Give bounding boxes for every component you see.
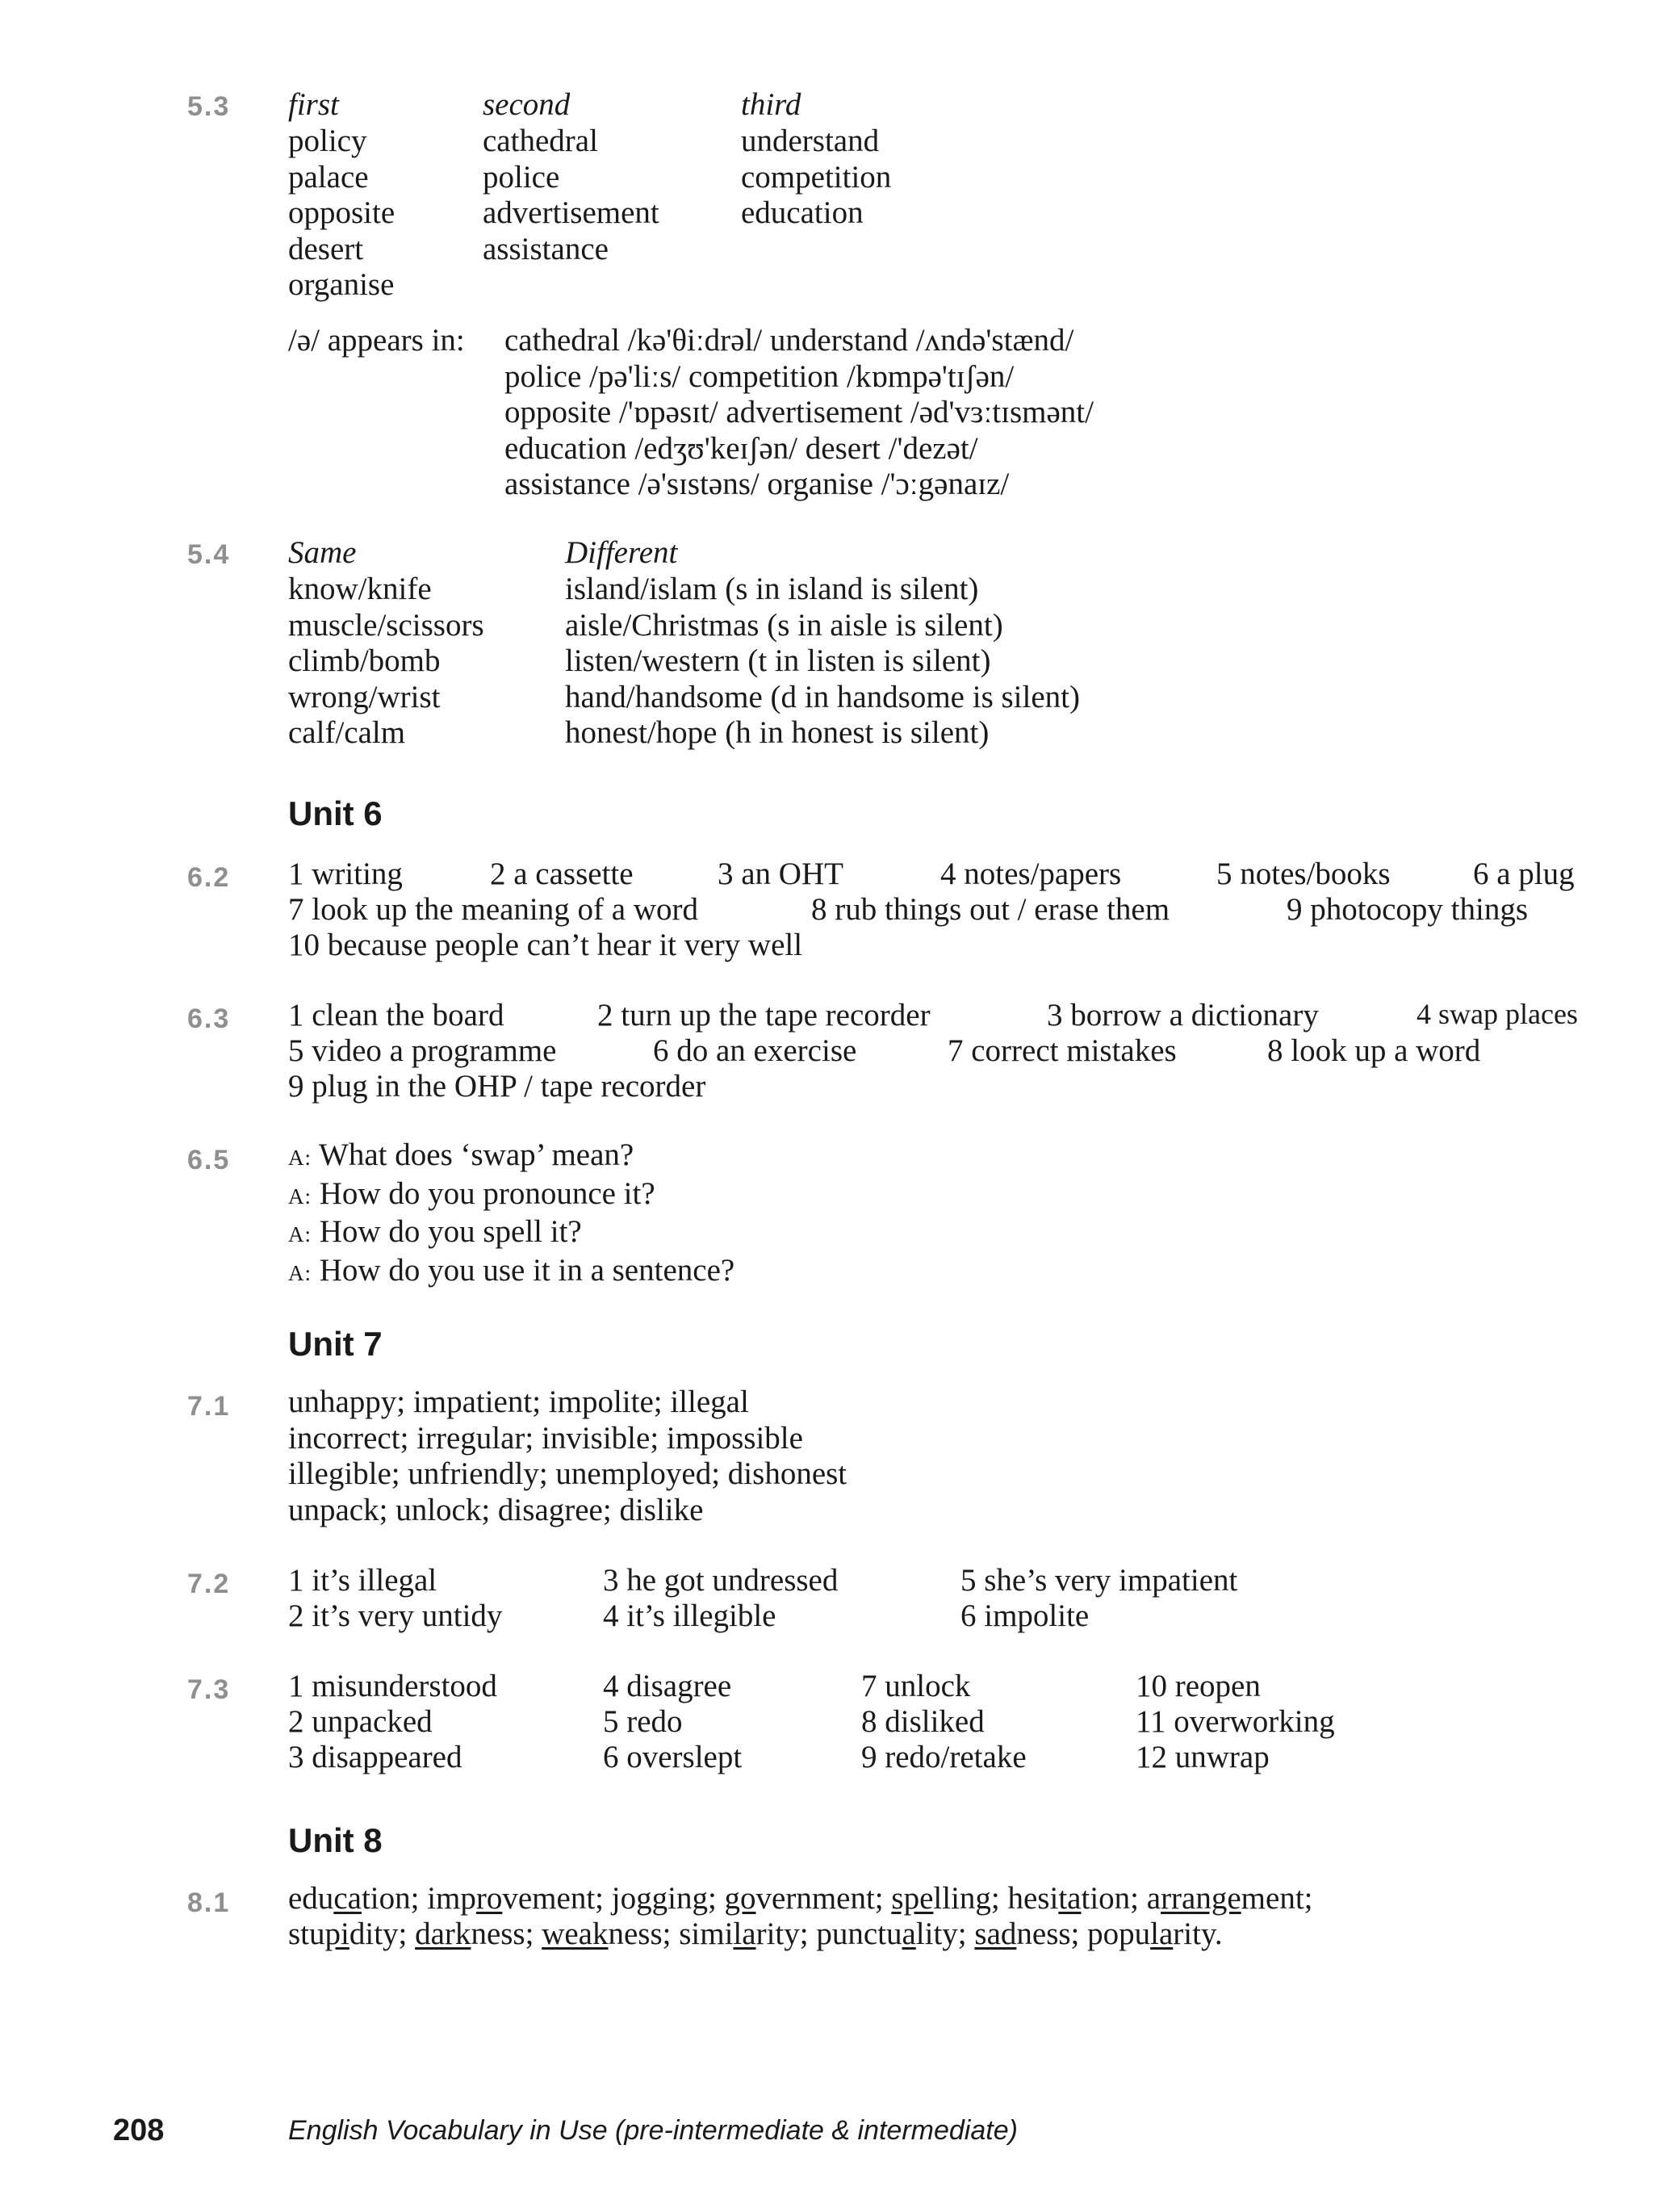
answer-item: 7 unlock — [861, 1669, 971, 1703]
answer-item: 10 because people can’t hear it very well — [288, 928, 803, 962]
column-header-first: first — [288, 87, 339, 122]
answer-item: 1 misunderstood — [288, 1669, 497, 1703]
answer-item: 9 redo/retake — [861, 1740, 1027, 1774]
answers-row — [288, 1598, 1612, 1634]
answer-item: 8 look up a word — [1267, 1033, 1481, 1068]
second-stress-list — [483, 124, 659, 267]
same-list — [288, 572, 484, 752]
word-list-item: organise — [288, 267, 395, 302]
word-list-item: understand — [741, 124, 880, 158]
answer-item: 1 it’s illegal — [288, 1563, 437, 1598]
column-header-second: second — [483, 87, 571, 122]
word-list-item: assistance — [483, 231, 609, 266]
answer-item: 6 a plug — [1473, 857, 1575, 891]
answer-item: 6 overslept — [603, 1740, 743, 1774]
section-number-5-3: 5.3 — [187, 91, 231, 122]
answer-item: 4 swap places — [1417, 998, 1578, 1030]
stress-words-line-2 — [288, 1917, 1223, 1953]
word-list-item: palace — [288, 159, 369, 195]
stress-word: sadness; — [974, 1917, 1080, 1951]
answer-item: 5 she’s very impatient — [960, 1563, 1238, 1598]
word-pair: aisle/Christmas (s in aisle is silent) — [565, 607, 1003, 643]
column-header-third: third — [741, 87, 801, 122]
word-group-line: illegible; unfriendly; unemployed; dishonest — [288, 1456, 847, 1491]
answer-item: 6 impolite — [960, 1598, 1090, 1633]
answers-row — [288, 1068, 1612, 1104]
stress-word: darkness; — [415, 1917, 534, 1951]
answer-item: 6 do an exercise — [653, 1033, 857, 1068]
stress-word: similarity; — [679, 1917, 809, 1951]
answer-item: 8 rub things out / erase them — [811, 892, 1170, 927]
word-list-item: advertisement — [483, 195, 659, 230]
stress-word: education; — [288, 1881, 420, 1916]
section-number-8-1: 8.1 — [187, 1887, 231, 1918]
transcription-line: education /edʒʊ'keɪʃən/ desert /'dezət/ — [504, 430, 978, 466]
different-header: Different — [565, 535, 678, 570]
section-number-7-2: 7.2 — [187, 1569, 231, 1599]
word-pair: wrong/wrist — [288, 679, 441, 714]
word-pair: honest/hope (h in honest is silent) — [565, 715, 990, 750]
answer-item: 7 look up the meaning of a word — [288, 892, 698, 927]
answer-item: 11 overworking — [1136, 1704, 1335, 1739]
answer-item: 10 reopen — [1136, 1669, 1261, 1703]
stress-word: jogging; — [611, 1881, 717, 1916]
word-list-item: police — [483, 159, 560, 195]
answer-item: 3 disappeared — [288, 1740, 462, 1774]
unit-8-heading: Unit 8 — [288, 1821, 383, 1859]
page-number: 208 — [113, 2114, 165, 2147]
stress-words-line-1 — [288, 1881, 1313, 1917]
stress-word: punctuality; — [816, 1917, 967, 1951]
different-list — [565, 572, 1080, 752]
section-number-5-4: 5.4 — [187, 539, 231, 570]
answers-row — [288, 856, 1612, 892]
stress-word: stupidity; — [288, 1917, 408, 1951]
answer-item: 9 plug in the OHP / tape recorder — [288, 1069, 706, 1104]
word-pair: know/knife — [288, 572, 432, 606]
question-line: A: How do you use it in a sentence? — [288, 1252, 735, 1288]
transcription-line: assistance /ə'sɪstəns/ organise /'ɔːgənaɪz/ — [504, 467, 1010, 501]
schwa-transcriptions — [504, 323, 1094, 503]
answer-item: 8 disliked — [861, 1704, 985, 1739]
unit-7-heading: Unit 7 — [288, 1325, 383, 1363]
stress-word: improvement; — [427, 1881, 605, 1916]
word-pair: hand/handsome (d in handsome is silent) — [565, 679, 1080, 714]
prefix-word-list — [288, 1385, 847, 1528]
question-line: A: How do you spell it? — [288, 1214, 582, 1249]
answer-item: 2 it’s very untidy — [288, 1598, 503, 1633]
answers-row — [288, 1562, 1612, 1598]
answer-item: 1 writing — [288, 857, 403, 891]
first-stress-list — [288, 124, 395, 304]
schwa-label: /ə/ appears in: — [288, 323, 465, 358]
word-group-line: incorrect; irregular; invisible; impossible — [288, 1420, 803, 1456]
stress-word: spelling; — [891, 1881, 1000, 1916]
stress-word: government; — [724, 1881, 884, 1916]
book-title: English Vocabulary in Use (pre-intermediate & intermediate) — [288, 2115, 1018, 2146]
word-group-line: unhappy; impatient; impolite; illegal — [288, 1385, 749, 1419]
answer-item: 5 notes/books — [1216, 857, 1391, 891]
answer-item: 9 photocopy things — [1287, 892, 1528, 927]
word-list-item: cathedral — [483, 124, 598, 158]
answers-row — [288, 927, 1612, 963]
word-pair: muscle/scissors — [288, 607, 484, 643]
third-stress-list — [741, 124, 891, 232]
answers-row — [288, 997, 1628, 1033]
question-list — [288, 1137, 734, 1291]
word-list-item: competition — [741, 159, 892, 195]
word-group-line: unpack; unlock; disagree; dislike — [288, 1492, 704, 1527]
answer-item: 3 he got undressed — [603, 1563, 839, 1598]
word-list-item: desert — [288, 231, 364, 266]
same-header: Same — [288, 535, 357, 570]
word-pair: calf/calm — [288, 715, 406, 750]
word-list-item: education — [741, 195, 864, 230]
transcription-line: opposite /'ɒpəsɪt/ advertisement /əd'vɜːtɪsmənt/ — [504, 395, 1094, 429]
answer-item: 1 clean the board — [288, 998, 504, 1033]
stress-word: hesitation; — [1007, 1881, 1139, 1916]
answer-item: 2 turn up the tape recorder — [597, 998, 931, 1033]
answers-row — [288, 1668, 1612, 1704]
word-pair: climb/bomb — [288, 643, 441, 678]
answer-item: 3 borrow a dictionary — [1047, 998, 1319, 1033]
stress-word: weakness; — [542, 1917, 672, 1951]
answer-item: 12 unwrap — [1136, 1740, 1270, 1774]
answers-row — [288, 1739, 1612, 1775]
word-pair: island/islam (s in island is silent) — [565, 572, 979, 606]
answer-item: 7 correct mistakes — [948, 1033, 1177, 1068]
answer-item: 2 unpacked — [288, 1704, 433, 1739]
word-list-item: policy — [288, 124, 367, 158]
answers-row — [288, 1033, 1612, 1069]
answers-row — [288, 891, 1612, 928]
answer-item: 2 a cassette — [490, 857, 634, 891]
answer-item: 3 an OHT — [718, 857, 843, 891]
answers-row — [288, 1703, 1612, 1740]
section-number-6-2: 6.2 — [187, 862, 231, 893]
speaker-label: A: — [288, 1260, 312, 1285]
speaker-label: A: — [288, 1222, 312, 1246]
answer-item: 5 redo — [603, 1704, 683, 1739]
section-number-7-3: 7.3 — [187, 1674, 231, 1705]
unit-6-heading: Unit 6 — [288, 794, 383, 832]
section-number-7-1: 7.1 — [187, 1391, 231, 1422]
word-list-item: opposite — [288, 195, 395, 230]
section-number-6-3: 6.3 — [187, 1003, 231, 1034]
transcription-line: cathedral /kə'θiːdrəl/ understand /ʌndə'stænd/ — [504, 323, 1074, 358]
stress-word: arrangement; — [1146, 1881, 1313, 1916]
answer-item: 5 video a programme — [288, 1033, 557, 1068]
answer-item: 4 disagree — [603, 1669, 732, 1703]
speaker-label: A: — [288, 1146, 312, 1170]
word-pair: listen/western (t in listen is silent) — [565, 643, 991, 678]
question-line: A: How do you pronounce it? — [288, 1175, 655, 1211]
answer-item: 4 it’s illegible — [603, 1598, 776, 1633]
question-line: A: What does ‘swap’ mean? — [288, 1137, 634, 1172]
section-number-6-5: 6.5 — [187, 1145, 231, 1175]
transcription-line: police /pə'liːs/ competition /kɒmpə'tɪʃən/ — [504, 358, 1015, 394]
answer-item: 4 notes/papers — [940, 857, 1122, 891]
speaker-label: A: — [288, 1184, 312, 1209]
stress-word: popularity. — [1087, 1917, 1223, 1951]
